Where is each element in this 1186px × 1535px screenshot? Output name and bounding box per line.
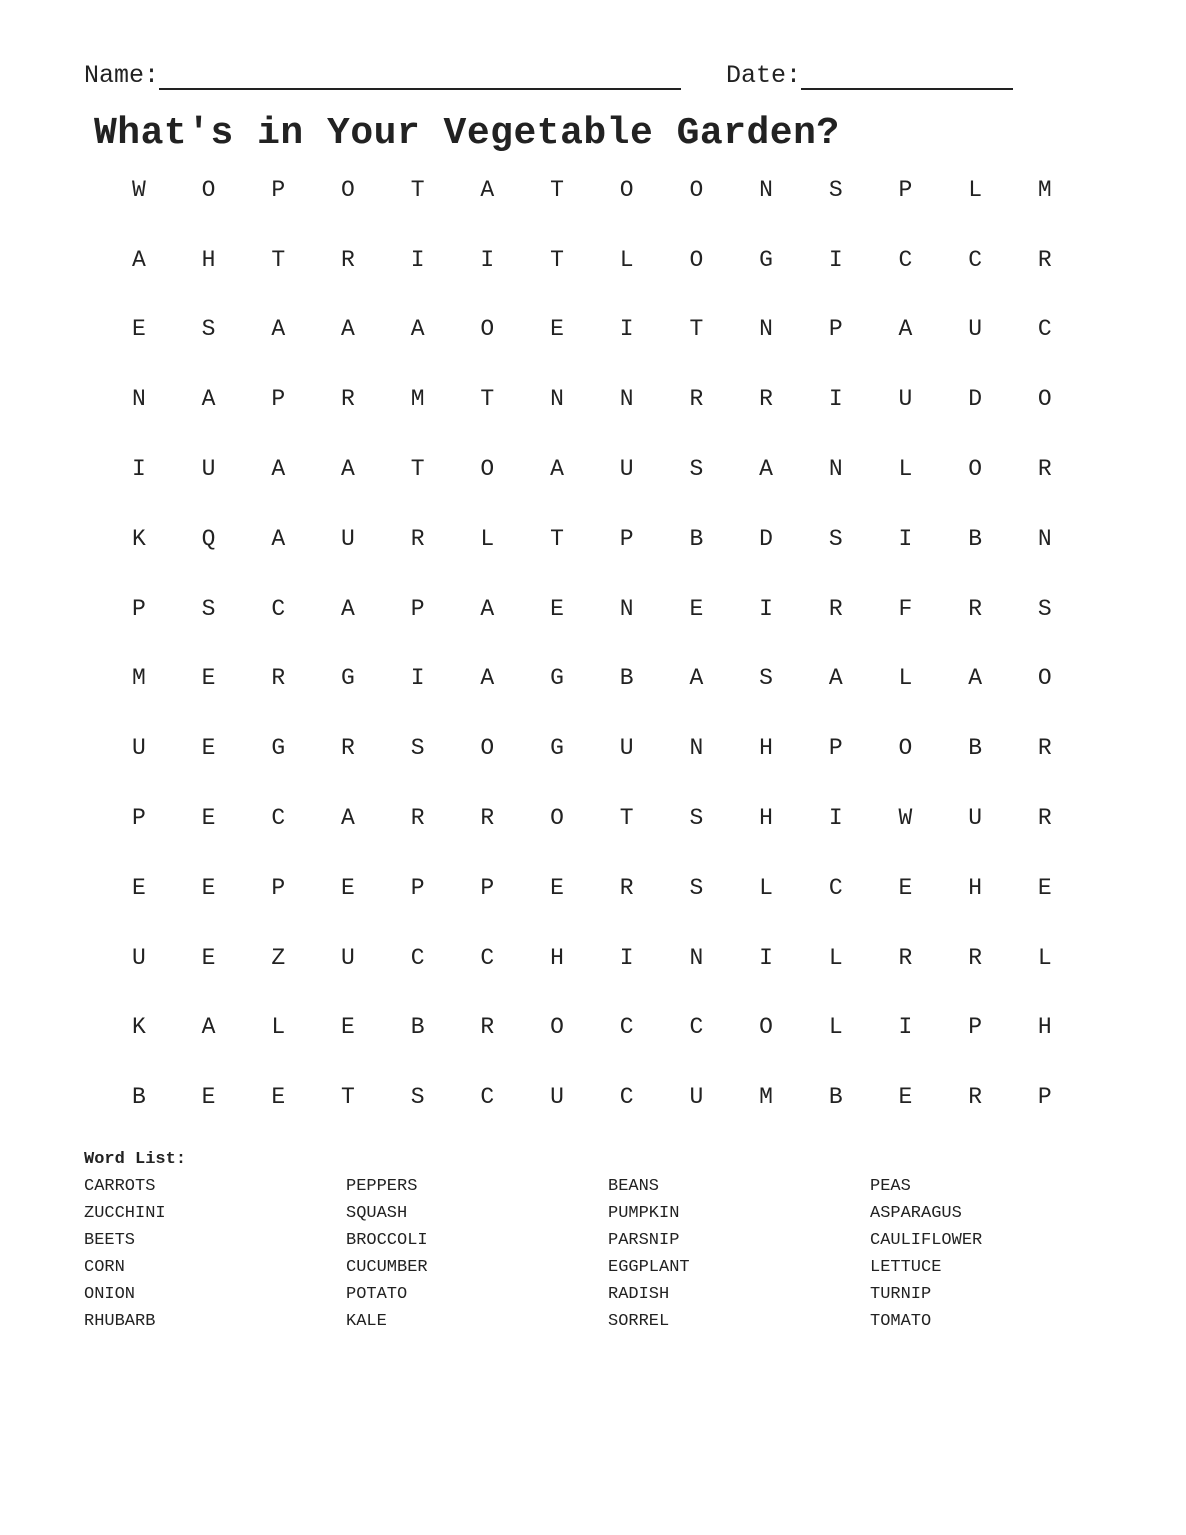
word-list-column (84, 1176, 346, 1338)
grid-letter[interactable]: U (689, 1084, 704, 1111)
grid-letter[interactable]: L (898, 665, 913, 692)
grid-letter[interactable]: D (759, 525, 773, 552)
grid-letter[interactable]: R (1037, 246, 1052, 273)
date-field[interactable] (801, 60, 1013, 90)
grid-letter[interactable]: O (619, 176, 634, 203)
word-list-item: CORN (84, 1258, 125, 1277)
grid-letter[interactable]: E (550, 595, 564, 622)
grid-letter[interactable]: G (550, 665, 564, 692)
grid-letter[interactable]: R (480, 1014, 495, 1041)
word-list-item: PUMPKIN (608, 1204, 680, 1223)
grid-letter[interactable]: P (898, 176, 913, 203)
word-list-item: TURNIP (870, 1285, 932, 1304)
grid-letter[interactable]: C (410, 944, 425, 971)
grid-letter[interactable]: C (271, 805, 286, 832)
grid-letter[interactable]: I (759, 595, 773, 622)
grid-letter[interactable]: P (828, 735, 843, 762)
grid-letter[interactable]: T (550, 525, 564, 552)
grid-letter[interactable]: E (201, 944, 216, 971)
grid-letter[interactable]: L (968, 176, 982, 203)
grid-letter[interactable]: O (689, 246, 704, 273)
grid-row (104, 364, 1080, 434)
grid-letter[interactable]: G (759, 246, 773, 273)
grid-letter[interactable]: P (271, 176, 286, 203)
grid-letter[interactable]: R (480, 805, 495, 832)
grid-letter[interactable]: H (968, 874, 982, 901)
grid-letter[interactable]: I (410, 665, 425, 692)
grid-row (104, 295, 1080, 365)
grid-letter[interactable]: K (131, 1014, 146, 1041)
grid-letter[interactable]: U (341, 525, 355, 552)
grid-letter[interactable]: U (619, 456, 634, 483)
grid-letter[interactable]: B (131, 1084, 146, 1111)
grid-letter[interactable]: P (1037, 1084, 1052, 1111)
grid-letter[interactable]: E (201, 735, 216, 762)
grid-letter[interactable]: C (619, 1014, 634, 1041)
grid-letter[interactable]: O (201, 176, 216, 203)
grid-row (104, 1062, 1080, 1132)
header-fields (84, 60, 1013, 90)
word-list-item: ZUCCHINI (84, 1204, 166, 1223)
grid-letter[interactable]: O (480, 316, 495, 343)
grid-letter[interactable]: H (201, 246, 216, 273)
date-label: Date: (726, 61, 802, 90)
grid-letter[interactable]: N (1037, 525, 1052, 552)
word-list-item: TOMATO (870, 1312, 932, 1331)
grid-letter[interactable]: C (689, 1014, 704, 1041)
grid-row (104, 853, 1080, 923)
grid-letter[interactable]: A (480, 595, 495, 622)
grid-letter[interactable]: E (341, 1014, 355, 1041)
grid-letter[interactable]: R (1037, 456, 1052, 483)
word-list-item: BEETS (84, 1231, 136, 1250)
grid-letter[interactable]: P (480, 874, 495, 901)
grid-letter[interactable]: L (828, 1014, 843, 1041)
grid-letter[interactable]: C (968, 246, 982, 273)
grid-letter[interactable]: O (759, 1014, 773, 1041)
grid-letter[interactable]: G (341, 665, 355, 692)
word-list-column (608, 1176, 870, 1338)
grid-letter[interactable]: C (271, 595, 286, 622)
grid-letter[interactable]: T (271, 246, 286, 273)
grid-letter[interactable]: N (689, 944, 704, 971)
grid-letter[interactable]: N (759, 176, 773, 203)
grid-letter[interactable]: E (201, 665, 216, 692)
grid-letter[interactable]: Z (271, 944, 286, 971)
grid-letter[interactable]: T (550, 246, 564, 273)
grid-letter[interactable]: A (759, 456, 773, 483)
grid-letter[interactable]: H (1037, 1014, 1052, 1041)
grid-letter[interactable]: O (1037, 665, 1052, 692)
word-list-heading: Word List: (84, 1150, 187, 1169)
grid-letter[interactable]: N (689, 735, 704, 762)
grid-letter[interactable]: M (759, 1084, 773, 1111)
grid-letter[interactable]: I (619, 944, 634, 971)
grid-letter[interactable]: R (689, 386, 704, 413)
grid-letter[interactable]: E (131, 874, 146, 901)
name-field[interactable] (159, 60, 681, 90)
grid-letter[interactable]: U (131, 944, 146, 971)
grid-letter[interactable]: A (341, 316, 355, 343)
grid-letter[interactable]: A (131, 246, 146, 273)
grid-letter[interactable]: P (131, 805, 146, 832)
grid-letter[interactable]: U (619, 735, 634, 762)
grid-letter[interactable]: C (619, 1084, 634, 1111)
grid-letter[interactable]: T (410, 176, 425, 203)
grid-letter[interactable]: O (550, 1014, 564, 1041)
grid-letter[interactable]: P (410, 874, 425, 901)
grid-letter[interactable]: Q (201, 525, 216, 552)
grid-letter[interactable]: I (759, 944, 773, 971)
grid-letter[interactable]: R (341, 246, 355, 273)
grid-letter[interactable]: R (968, 1084, 982, 1111)
grid-letter[interactable]: U (201, 456, 216, 483)
grid-letter[interactable]: R (410, 525, 425, 552)
word-list-item: CUCUMBER (346, 1258, 428, 1277)
grid-letter[interactable]: G (550, 735, 564, 762)
grid-letter[interactable]: R (271, 665, 286, 692)
grid-letter[interactable]: A (201, 1014, 216, 1041)
grid-letter[interactable]: L (1037, 944, 1052, 971)
grid-letter[interactable]: B (968, 735, 982, 762)
grid-letter[interactable]: R (759, 386, 773, 413)
word-search-grid (104, 155, 1080, 1132)
grid-letter[interactable]: U (131, 735, 146, 762)
grid-letter[interactable]: R (828, 595, 843, 622)
grid-letter[interactable]: P (131, 595, 146, 622)
word-list-item: EGGPLANT (608, 1258, 690, 1277)
word-list-item: ASPARAGUS (870, 1204, 962, 1223)
grid-letter[interactable]: L (828, 944, 843, 971)
grid-letter[interactable]: H (759, 805, 773, 832)
word-list-item: ONION (84, 1285, 136, 1304)
grid-letter[interactable]: W (898, 805, 913, 832)
word-list-item: LETTUCE (870, 1258, 942, 1277)
grid-letter[interactable]: U (341, 944, 355, 971)
grid-letter[interactable]: W (131, 176, 146, 203)
grid-letter[interactable]: U (968, 316, 982, 343)
grid-letter[interactable]: E (131, 316, 146, 343)
grid-letter[interactable]: C (480, 1084, 495, 1111)
grid-letter[interactable]: F (898, 595, 913, 622)
page-title: What's in Your Vegetable Garden? (94, 112, 840, 155)
grid-letter[interactable]: O (480, 735, 495, 762)
grid-letter[interactable]: N (759, 316, 773, 343)
grid-letter[interactable]: T (619, 805, 634, 832)
grid-letter[interactable]: B (619, 665, 634, 692)
grid-letter[interactable]: P (828, 316, 843, 343)
grid-letter[interactable]: L (759, 874, 773, 901)
grid-letter[interactable]: R (341, 735, 355, 762)
grid-letter[interactable]: E (201, 874, 216, 901)
grid-letter[interactable]: N (828, 456, 843, 483)
grid-letter[interactable]: I (410, 246, 425, 273)
grid-letter[interactable]: R (410, 805, 425, 832)
grid-letter[interactable]: B (689, 525, 704, 552)
grid-letter[interactable]: R (968, 595, 982, 622)
grid-letter[interactable]: A (341, 595, 355, 622)
grid-letter[interactable]: I (480, 246, 495, 273)
grid-letter[interactable]: A (828, 665, 843, 692)
grid-letter[interactable]: A (271, 316, 286, 343)
grid-letter[interactable]: S (410, 735, 425, 762)
grid-letter[interactable]: S (689, 456, 704, 483)
grid-letter[interactable]: A (341, 456, 355, 483)
grid-letter[interactable]: C (1037, 316, 1052, 343)
grid-letter[interactable]: A (550, 456, 564, 483)
grid-letter[interactable]: T (689, 316, 704, 343)
grid-letter[interactable]: E (898, 1084, 913, 1111)
grid-letter[interactable]: T (341, 1084, 355, 1111)
grid-letter[interactable]: B (410, 1014, 425, 1041)
grid-letter[interactable]: N (619, 386, 634, 413)
grid-letter[interactable]: E (550, 316, 564, 343)
grid-letter[interactable]: O (898, 735, 913, 762)
grid-letter[interactable]: A (271, 456, 286, 483)
grid-letter[interactable]: G (271, 735, 286, 762)
grid-letter[interactable]: R (619, 874, 634, 901)
word-list-item: CARROTS (84, 1177, 156, 1196)
grid-letter[interactable]: A (898, 316, 913, 343)
grid-letter[interactable]: M (410, 386, 425, 413)
grid-letter[interactable]: O (1037, 386, 1052, 413)
grid-row (104, 923, 1080, 993)
grid-letter[interactable]: U (550, 1084, 564, 1111)
grid-letter[interactable]: P (968, 1014, 982, 1041)
grid-letter[interactable]: M (1037, 176, 1052, 203)
grid-letter[interactable]: H (759, 735, 773, 762)
grid-letter[interactable]: P (271, 874, 286, 901)
word-list-item: PEAS (870, 1177, 911, 1196)
grid-row (104, 434, 1080, 504)
grid-letter[interactable]: R (968, 944, 982, 971)
grid-letter[interactable]: S (828, 176, 843, 203)
grid-letter[interactable]: R (1037, 805, 1052, 832)
grid-row (104, 155, 1080, 225)
grid-letter[interactable]: S (828, 525, 843, 552)
grid-letter[interactable]: I (828, 805, 843, 832)
grid-letter[interactable]: H (550, 944, 564, 971)
word-list-item: BEANS (608, 1177, 660, 1196)
grid-letter[interactable]: S (759, 665, 773, 692)
grid-letter[interactable]: P (410, 595, 425, 622)
grid-letter[interactable]: K (131, 525, 146, 552)
grid-letter[interactable]: T (480, 386, 495, 413)
grid-letter[interactable]: S (689, 805, 704, 832)
grid-letter[interactable]: A (341, 805, 355, 832)
word-list-item: PEPPERS (346, 1177, 418, 1196)
grid-letter[interactable]: E (271, 1084, 286, 1111)
grid-letter[interactable]: C (480, 944, 495, 971)
word-list-item: SORREL (608, 1312, 670, 1331)
grid-letter[interactable]: C (898, 246, 913, 273)
grid-letter[interactable]: L (898, 456, 913, 483)
grid-letter[interactable]: L (271, 1014, 286, 1041)
grid-letter[interactable]: M (131, 665, 146, 692)
grid-letter[interactable]: S (201, 595, 216, 622)
grid-letter[interactable]: T (410, 456, 425, 483)
word-list-item: RADISH (608, 1285, 670, 1304)
grid-letter[interactable]: P (271, 386, 286, 413)
grid-letter[interactable]: A (968, 665, 982, 692)
word-list-item: POTATO (346, 1285, 408, 1304)
grid-letter[interactable]: S (689, 874, 704, 901)
word-list-item: SQUASH (346, 1204, 408, 1223)
grid-letter[interactable]: B (968, 525, 982, 552)
word-list-item: PARSNIP (608, 1231, 680, 1250)
word-list-item: RHUBARB (84, 1312, 156, 1331)
grid-letter[interactable]: A (271, 525, 286, 552)
grid-letter[interactable]: E (201, 1084, 216, 1111)
word-list-item: KALE (346, 1312, 387, 1331)
grid-letter[interactable]: N (131, 386, 146, 413)
grid-letter[interactable]: L (619, 246, 634, 273)
grid-row (104, 574, 1080, 644)
grid-letter[interactable]: S (1037, 595, 1052, 622)
grid-letter[interactable]: E (550, 874, 564, 901)
grid-letter[interactable]: A (480, 665, 495, 692)
grid-row (104, 225, 1080, 295)
grid-letter[interactable]: E (201, 805, 216, 832)
grid-letter[interactable]: O (689, 176, 704, 203)
grid-row (104, 713, 1080, 783)
word-list-column (346, 1176, 608, 1338)
grid-letter[interactable]: E (689, 595, 704, 622)
grid-letter[interactable]: I (828, 246, 843, 273)
grid-letter[interactable]: U (898, 386, 913, 413)
grid-letter[interactable]: O (480, 456, 495, 483)
word-list-column (870, 1176, 1132, 1338)
word-list (84, 1176, 1134, 1338)
grid-letter[interactable]: I (619, 316, 634, 343)
grid-letter[interactable]: S (410, 1084, 425, 1111)
grid-letter[interactable]: R (341, 386, 355, 413)
grid-letter[interactable]: A (201, 386, 216, 413)
grid-letter[interactable]: L (480, 525, 495, 552)
grid-letter[interactable]: I (898, 525, 913, 552)
word-list-item: CAULIFLOWER (870, 1231, 983, 1250)
grid-letter[interactable]: S (201, 316, 216, 343)
grid-letter[interactable]: O (341, 176, 355, 203)
grid-letter[interactable]: B (828, 1084, 843, 1111)
grid-letter[interactable]: A (480, 176, 495, 203)
grid-letter[interactable]: E (1037, 874, 1052, 901)
grid-letter[interactable]: P (619, 525, 634, 552)
grid-row (104, 783, 1080, 853)
grid-letter[interactable]: O (968, 456, 982, 483)
grid-letter[interactable]: D (968, 386, 982, 413)
grid-letter[interactable]: C (828, 874, 843, 901)
name-label: Name: (84, 61, 160, 90)
grid-letter[interactable]: I (828, 386, 843, 413)
grid-letter[interactable]: U (968, 805, 982, 832)
grid-letter[interactable]: I (131, 456, 146, 483)
word-list-item: BROCCOLI (346, 1231, 428, 1250)
grid-letter[interactable]: R (1037, 735, 1052, 762)
grid-row (104, 644, 1080, 714)
grid-letter[interactable]: A (689, 665, 704, 692)
grid-letter[interactable]: E (898, 874, 913, 901)
grid-letter[interactable]: O (550, 805, 564, 832)
grid-letter[interactable]: T (550, 176, 564, 203)
grid-letter[interactable]: R (898, 944, 913, 971)
grid-letter[interactable]: I (898, 1014, 913, 1041)
grid-letter[interactable]: E (341, 874, 355, 901)
grid-letter[interactable]: N (550, 386, 564, 413)
grid-row (104, 993, 1080, 1063)
grid-row (104, 504, 1080, 574)
grid-letter[interactable]: N (619, 595, 634, 622)
grid-letter[interactable]: A (410, 316, 425, 343)
